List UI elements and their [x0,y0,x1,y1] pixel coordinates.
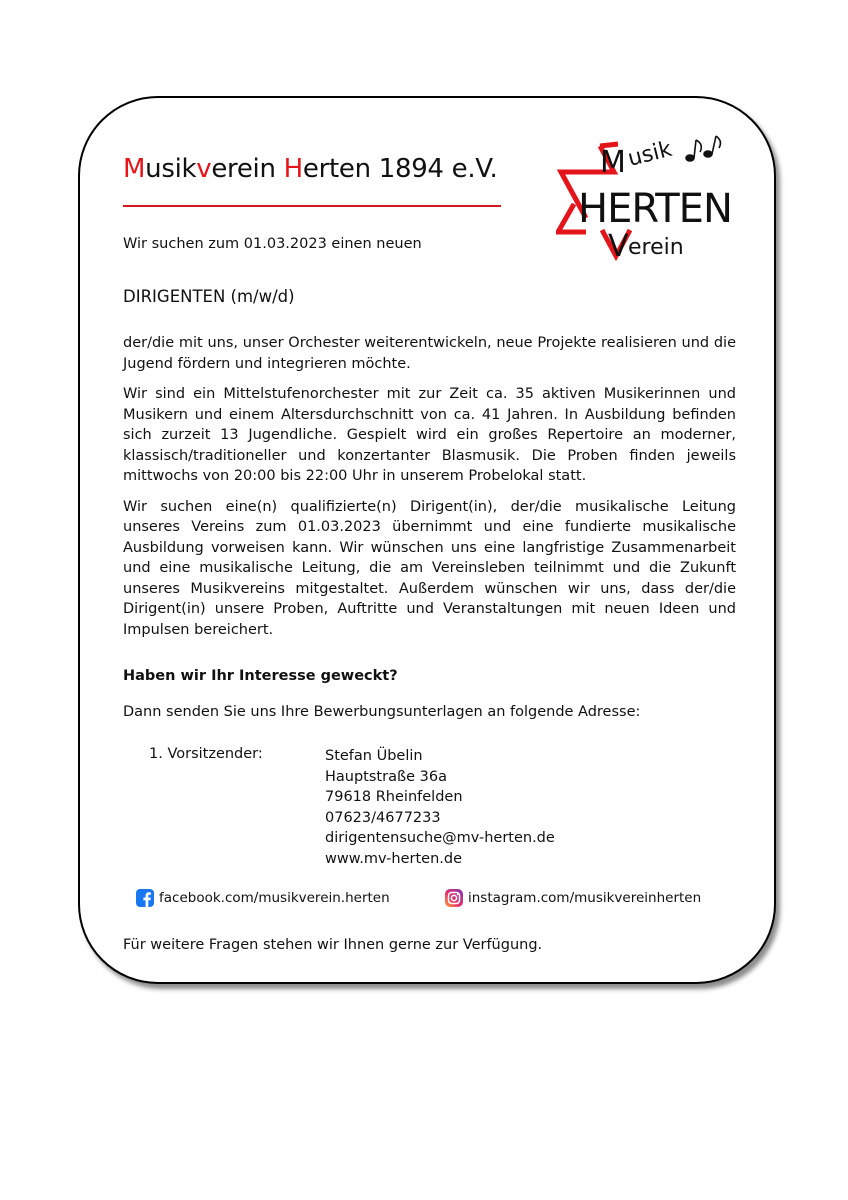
logo-main-text: HERTEN [578,186,732,232]
paragraph: Wir sind ein Mittelstufenorchester mit zur Zeit ca. 35 aktiven Musikerinnen und Musikern und einem Altersdurchschnitt von ca. 41 Jahren. In Ausbildung befinden sich zurzeit 13 Jugendliche. Gespielt wird ein großes Repertoire an moderner, klassisch/traditioneller und konzertanter Blasmusik. Die Proben finden jeweils mittwochs von 20:00 bis 22:00 Uhr in unserem Probelokal statt. [123,386,736,484]
contact-street: Hauptstraße 36a [325,768,447,785]
facebook-icon [136,889,154,907]
title-underline [123,205,501,207]
body-paragraphs [123,333,736,650]
position-title: DIRIGENTEN (m/w/d) [123,287,295,306]
title-initial-m: M [123,154,146,184]
logo-letter-m: M [600,145,626,180]
interest-heading: Haben wir Ihr Interesse geweckt? [123,668,398,684]
logo-letter-v: V [608,229,629,264]
instagram-link[interactable] [445,889,701,907]
contact-website[interactable]: www.mv-herten.de [325,850,463,867]
title-part-erten: erten 1894 e.V. [302,154,498,184]
intro-text: Wir suchen zum 01.03.2023 einen neuen [123,236,422,252]
instagram-link-text[interactable]: instagram.com/musikvereinherten [468,890,702,906]
title-initial-v: v [196,154,212,184]
title-part-usik: usik [145,154,197,184]
send-instructions: Dann senden Sie uns Ihre Bewerbungsunterlagen an folgende Adresse: [123,704,641,720]
contact-name: Stefan Übelin [325,748,423,764]
music-note-icon [686,136,720,161]
contact-role-label: 1. Vorsitzender: [149,746,263,762]
logo-top-text: usik [625,136,675,172]
closing-text: Für weitere Fragen stehen wir Ihnen gerne zur Verfügung. [123,937,543,953]
contact-email[interactable]: dirigentensuche@mv-herten.de [325,830,555,847]
contact-city: 79618 Rheinfelden [325,789,463,806]
title-initial-h: H [283,154,303,184]
paragraph: Wir suchen eine(n) qualifizierte(n) Dirigent(in), der/die musikalische Leitung unseres Vereins zum 01.03.2023 übernimmt und eine fundierte musikalische Ausbildung vorweisen kann. Wir wünschen uns eine langfristige Zusammenarbeit und eine musikalische Leitung, die am Vereinsleben teilnimmt und die Zukunft unseres Musikvereins mitgestaltet. Außerdem wünschen wir uns, dass der/die Dirigent(in) unsere Proben, Auftritte und Veranstaltungen mit neuen Ideen und Impulsen bereichert. [123,498,736,638]
musikverein-herten-logo [556,132,746,272]
instagram-icon [445,889,463,907]
logo-bottom-text: erein [628,235,684,260]
title-part-erein: erein [211,154,284,184]
facebook-link-text[interactable]: facebook.com/musikverein.herten [159,890,390,906]
contact-phone: 07623/4677233 [325,809,441,826]
paragraph: der/die mit uns, unser Orchester weiterentwickeln, neue Projekte realisieren und die Jugend fördern und integrieren möchte. [123,335,736,372]
contact-address [325,746,555,870]
facebook-link[interactable] [136,889,390,907]
page-title [123,154,497,184]
